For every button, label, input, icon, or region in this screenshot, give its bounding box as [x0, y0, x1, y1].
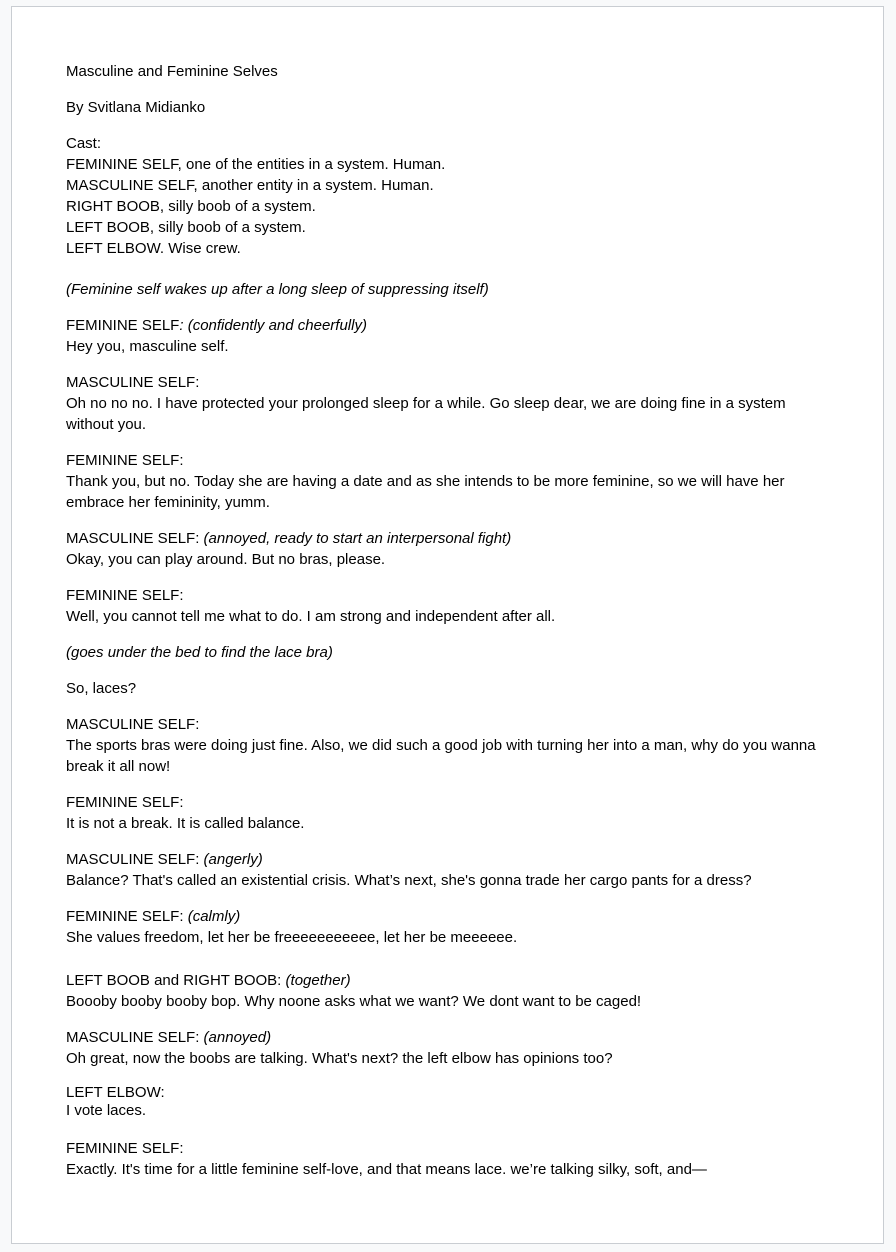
dialogue-line: Okay, you can play around. But no bras, please.	[66, 551, 386, 568]
speaker-name: FEMININE SELF:	[66, 452, 184, 469]
dialogue-line: Thank you, but no. Today she are having a date and as she intends to be more feminine, so we will have her embrace her femininity, yumm.	[66, 473, 785, 511]
stage-direction: (Feminine self wakes up after a long sleep of suppressing itself)	[66, 281, 489, 298]
stage-direction: (together)	[285, 972, 351, 989]
document-body	[66, 61, 836, 1195]
dialogue-line: Balance? That's called an existential crisis. What’s next, she's gonna trade her cargo pants for a dress?	[66, 872, 752, 889]
speaker-name: MASCULINE SELF:	[66, 1029, 200, 1046]
speaker-name: MASCULINE SELF:	[66, 851, 200, 868]
document-page	[11, 6, 884, 1244]
dialogue-line: She values freedom, let her be freeeeeeeeeee, let her be meeeeee.	[66, 929, 518, 946]
dialogue-block	[66, 714, 836, 777]
cast-item: RIGHT BOOB, silly boob of a system.	[66, 198, 316, 215]
speaker-name: FEMININE SELF	[66, 317, 180, 334]
dialogue-line: Oh great, now the boobs are talking. What's next? the left elbow has opinions too?	[66, 1050, 613, 1067]
cast-item: FEMININE SELF, one of the entities in a system. Human.	[66, 156, 446, 173]
cast-list	[66, 133, 836, 259]
speaker-name: MASCULINE SELF:	[66, 374, 200, 391]
dialogue-line: Boooby booby booby bop. Why noone asks what we want? We dont want to be caged!	[66, 993, 642, 1010]
speaker-name: FEMININE SELF:	[66, 587, 184, 604]
dialogue-block	[66, 372, 836, 435]
cast-heading: Cast:	[66, 135, 102, 152]
speaker-separator: :	[179, 317, 188, 334]
document-byline: By Svitlana Midianko	[66, 99, 206, 116]
stage-direction: (annoyed, ready to start an interpersonal fight)	[203, 530, 512, 547]
dialogue-line: Well, you cannot tell me what to do. I am strong and independent after all.	[66, 608, 556, 625]
speaker-name: FEMININE SELF:	[66, 908, 184, 925]
dialogue-line: So, laces?	[66, 680, 137, 697]
dialogue-block	[66, 450, 836, 513]
speaker-name: LEFT ELBOW:	[66, 1084, 165, 1101]
dialogue-block	[66, 1084, 836, 1120]
dialogue-block	[66, 792, 836, 834]
dialogue-block	[66, 1138, 836, 1180]
cast-item: LEFT BOOB, silly boob of a system.	[66, 219, 306, 236]
stage-direction: (calmly)	[187, 908, 241, 925]
dialogue-block	[66, 585, 836, 627]
dialogue-block	[66, 315, 836, 357]
dialogue-line: I vote laces.	[66, 1102, 147, 1119]
speaker-name: FEMININE SELF:	[66, 794, 184, 811]
stage-direction: (annoyed)	[203, 1029, 272, 1046]
dialogue-block	[66, 849, 836, 891]
speaker-name: MASCULINE SELF:	[66, 716, 200, 733]
dialogue-line: Hey you, masculine self.	[66, 338, 229, 355]
dialogue-line: Exactly. It's time for a little feminine self-love, and that means lace. we’re talking silky, soft, and—	[66, 1161, 707, 1178]
dialogue-block	[66, 528, 836, 570]
stage-direction: (angerly)	[203, 851, 263, 868]
dialogue-line: It is not a break. It is called balance.	[66, 815, 305, 832]
dialogue-line: The sports bras were doing just fine. Also, we did such a good job with turning her into a man, why do you wanna break it all now!	[66, 737, 816, 775]
stage-direction: (confidently and cheerfully)	[187, 317, 367, 334]
dialogue-block	[66, 906, 836, 948]
cast-item: LEFT ELBOW. Wise crew.	[66, 240, 241, 257]
dialogue-line: Oh no no no. I have protected your prolonged sleep for a while. Go sleep dear, we are doing fine in a system without you.	[66, 395, 786, 433]
document-title: Masculine and Feminine Selves	[66, 63, 278, 80]
speaker-name: LEFT BOOB and RIGHT BOOB:	[66, 972, 282, 989]
dialogue-block	[66, 1027, 836, 1069]
dialogue-block	[66, 970, 836, 1012]
stage-direction: (goes under the bed to find the lace bra)	[66, 644, 333, 661]
speaker-name: MASCULINE SELF:	[66, 530, 200, 547]
cast-item: MASCULINE SELF, another entity in a system. Human.	[66, 177, 434, 194]
speaker-name: FEMININE SELF:	[66, 1140, 184, 1157]
